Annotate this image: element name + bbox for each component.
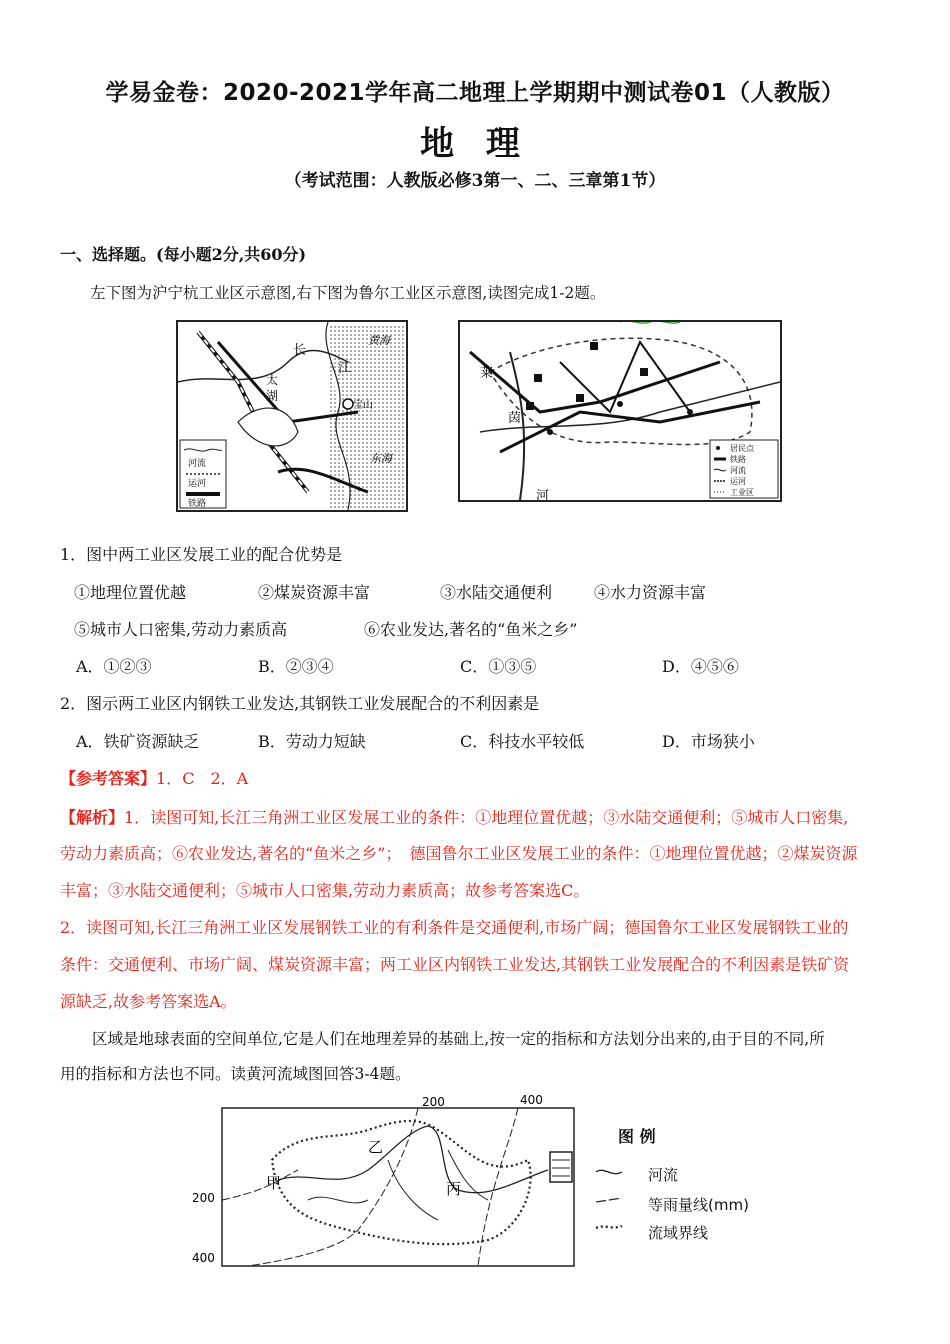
analysis-p2-line3: 源缺乏,故参考答案选A。 [60,992,237,1011]
map-label: 长 [293,343,307,358]
analysis-p2-line1: 2．读图可知,长江三角洲工业区发展钢铁工业的有利条件是交通便利,市场广阔；德国鲁尔工业区发展钢铁工业的 [60,918,849,937]
answer-text: 1．C 2．A [156,769,249,788]
rainfall-label: 400 [192,1251,215,1265]
q1-option-d: D．④⑤⑥ [662,657,739,676]
map-yellow-river [188,1090,588,1270]
map-label: 河 [536,489,550,500]
map-label: 东海 [370,452,392,465]
question-2-stem: 2．图示两工业区内钢铁工业发达,其钢铁工业发展配合的不利因素是 [60,694,540,713]
subject-title: 地 理 [420,124,530,164]
legend-label: 居民点 [730,444,754,453]
map-huninghang [176,320,408,512]
analysis-p2-line2: 条件：交通便利、市场广阔、煤炭资源丰富；两工业区内钢铁工业发达,其钢铁工业发展配合的不利因素是铁矿资 [60,955,850,974]
exam-scope: （考试范围：人教版必修3第一、二、三章第1节） [284,171,666,191]
legend-label: 工业区 [730,488,754,497]
legend-title: 图 例 [618,1127,656,1146]
map-label: 湖 [266,389,279,403]
answer-tag: 【参考答案】 [60,769,157,788]
map-label: 黄海 [368,334,390,347]
legend-label: 运河 [188,479,207,489]
intro-questions-3-4-line1: 区域是地球表面的空间单位,它是人们在地理差异的基础上,按一定的指标和方法划分出来的,由于目的不同,所 [92,1030,825,1048]
legend-basin-boundary: 流域界线 [648,1224,709,1242]
q2-option-a: A．铁矿资源缺乏 [76,732,200,751]
rainfall-label: 200 [422,1095,445,1109]
q1-option-c: C．①③⑤ [460,657,537,676]
map-label: 太 [266,373,279,387]
legend-isohyet: 等雨量线(mm) [648,1196,749,1214]
q1-item: ①地理位置优越 [74,583,187,602]
q1-item: ②煤炭资源丰富 [258,583,371,602]
legend-label: 运河 [730,477,746,486]
q2-option-d: D．市场狭小 [662,732,755,751]
question-1-stem: 1．图中两工业区发展工业的配合优势是 [60,545,343,564]
answer-line [60,766,248,789]
legend-label: 铁路 [188,499,207,509]
map-label: 莱 [480,366,494,381]
section-heading: 一、选择题。(每小题2分,共60分) [60,245,307,264]
region-label-jia: 甲 [266,1174,282,1192]
legend-label: 河流 [730,466,746,475]
map-ruhr-svg [460,322,780,500]
q1-item: ④水力资源丰富 [594,583,707,602]
analysis-p1-line2: 劳动力素质高；⑥农业发达,著名的“鱼米之乡”； 德国鲁尔工业区发展工业的条件：①地理位置优越；②煤炭资源 [60,844,858,863]
river-symbol [596,1170,622,1173]
map-label: 江 [338,361,352,376]
map-ruhr [458,320,782,502]
analysis-p1-line3: 丰富；③水陆交通便利；⑤城市人口密集,劳动力素质高；故参考答案选C。 [60,881,590,900]
region-label-bing: 丙 [446,1180,462,1198]
q1-item: ⑥农业发达,著名的“鱼米之乡” [364,620,578,639]
legend-label: 河流 [188,459,207,469]
map-huninghang-svg [178,322,406,510]
intro-questions-1-2: 左下图为沪宁杭工业区示意图,右下图为鲁尔工业区示意图,读图完成1-2题。 [90,284,606,302]
legend-river: 河流 [648,1166,679,1184]
q1-option-a: A．①②③ [76,657,152,676]
basin-boundary-symbol [596,1226,622,1228]
legend-symbols [592,1164,642,1254]
map-label: 茵 [508,411,522,426]
map-legend [592,1124,792,1254]
rainfall-label: 400 [520,1093,543,1107]
isohyet-symbol [596,1198,622,1202]
map-label: 宝山 [353,400,373,411]
legend-label: 铁路 [730,455,746,464]
document-title: 学易金卷：2020-2021学年高二地理上学期期中测试卷01（人教版） [105,80,845,106]
q2-option-c: C．科技水平较低 [460,732,585,751]
rainfall-label: 200 [192,1191,215,1205]
analysis-p1-line1 [60,805,900,828]
q1-option-b: B．②③④ [258,657,334,676]
map-yellow-river-svg [188,1090,588,1270]
analysis-tag: 【解析】 [60,808,125,827]
analysis-text: 1．读图可知,长江三角洲工业区发展工业的条件：①地理位置优越；③水陆交通便利；⑤城市人口密集, [124,808,849,827]
q2-option-b: B．劳动力短缺 [258,732,366,751]
region-label-yi: 乙 [368,1138,384,1156]
q1-item: ③水陆交通便利 [440,583,553,602]
intro-questions-3-4-line2: 用的指标和方法也不同。读黄河流域图回答3-4题。 [60,1065,411,1083]
q1-item: ⑤城市人口密集,劳动力素质高 [74,620,288,639]
